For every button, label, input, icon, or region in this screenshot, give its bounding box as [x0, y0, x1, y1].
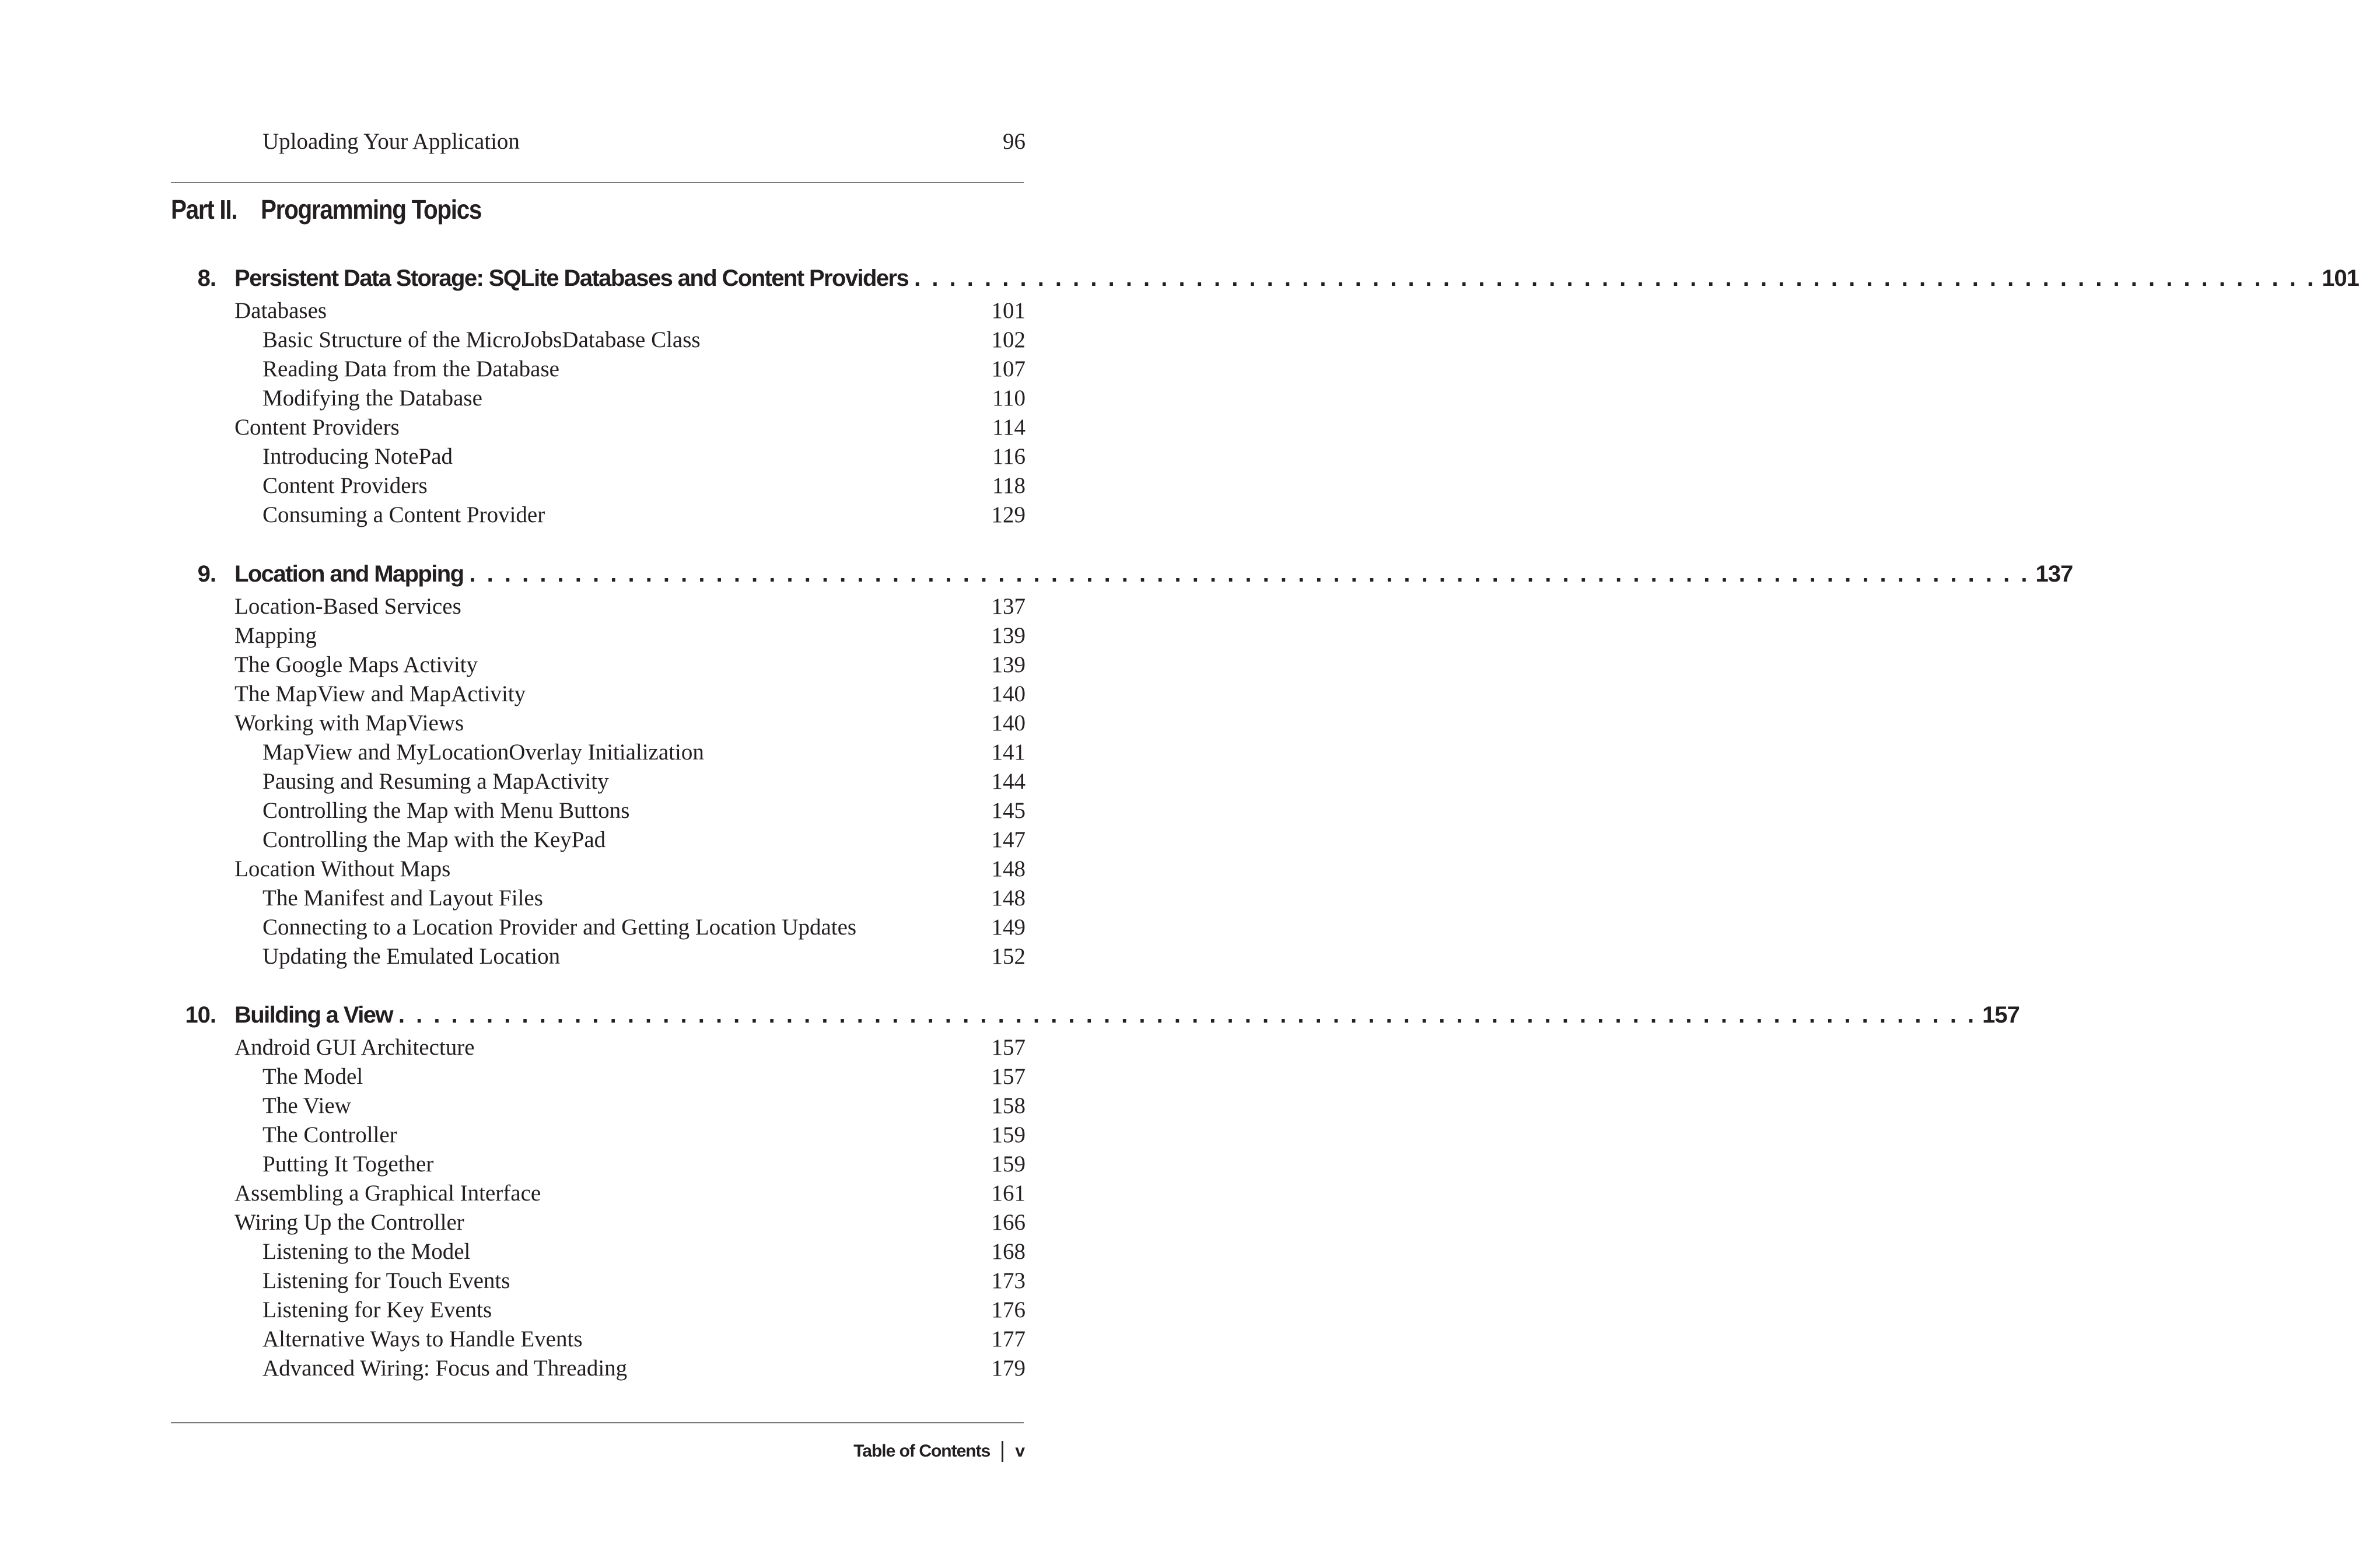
dot-leader: . . . . . . . . . . . . . . . . . . . . . . . . . . . . . . . . . . . . . . . . . . . . . . . . . . . . . . . . . . . . . . . . . . . . . . . . . . . . . . . .: [914, 265, 2316, 291]
footer-label: Table of Contents: [853, 1441, 991, 1461]
toc-entry-title: Wiring Up the Controller: [235, 1210, 464, 1235]
toc-entry[interactable]: [0, 1122, 1195, 1151]
toc-entry-page: 147: [991, 827, 1026, 852]
toc-entry-page: 139: [991, 623, 1026, 648]
toc-entry[interactable]: [0, 1034, 1195, 1063]
toc-entry-page: 137: [991, 594, 1026, 619]
toc-entry-page: 157: [991, 1064, 1026, 1089]
toc-entry-title: Listening for Key Events: [262, 1297, 492, 1322]
toc-entry-title: Basic Structure of the MicroJobsDatabase Class: [262, 327, 701, 352]
toc-entry[interactable]: [0, 327, 1195, 356]
toc-entry-page: 159: [991, 1122, 1026, 1147]
toc-entry-title: Content Providers: [262, 473, 428, 498]
toc-entry-page: 144: [991, 769, 1026, 794]
toc-entry-page: 179: [991, 1356, 1026, 1381]
toc-entry-title: Controlling the Map with Menu Buttons: [262, 798, 630, 823]
toc-entry-page: 96: [1003, 129, 1026, 154]
toc-entry-title: Advanced Wiring: Focus and Threading: [262, 1356, 628, 1381]
toc-entry-title: Connecting to a Location Provider and Getting Location Updates: [262, 915, 857, 940]
toc-entry-page: 176: [991, 1297, 1026, 1322]
dot-leader: . . . . . . . . . . . . . . . . . . . . . . . . . . . . . . . . . . . . . . . . . . . . . . . . . . . . . . . . . . . . . . . . . . . . . . . . . . . . . . . . . . . . . . . . . .: [398, 1002, 1977, 1028]
toc-entry-title: Reading Data from the Database: [262, 356, 559, 382]
toc-entry[interactable]: [0, 797, 1195, 827]
toc-entry[interactable]: [0, 1238, 1195, 1268]
toc-entry-page: 140: [991, 710, 1026, 736]
toc-entry-title: MapView and MyLocationOverlay Initialization: [262, 740, 704, 765]
toc-entry-title: The MapView and MapActivity: [235, 681, 526, 706]
toc-entry-title: Working with MapViews: [235, 710, 464, 736]
toc-entry-title: Controlling the Map with the KeyPad: [262, 827, 606, 852]
toc-entry[interactable]: [0, 914, 1195, 943]
toc-entry-page: 102: [991, 327, 1026, 352]
toc-entry[interactable]: [0, 710, 1195, 739]
chapter-heading[interactable]: [169, 561, 2073, 594]
toc-entry-page: 168: [991, 1239, 1026, 1264]
toc-entry[interactable]: [0, 356, 1195, 385]
toc-entry-title: Location Without Maps: [235, 856, 451, 881]
chapter-page: 137: [2035, 561, 2073, 587]
chapter-title: Location and Mapping: [235, 561, 464, 587]
toc-entry[interactable]: [0, 414, 1195, 443]
toc-entry[interactable]: [0, 856, 1195, 885]
toc-entry[interactable]: [0, 768, 1195, 797]
toc-entry[interactable]: [0, 1180, 1195, 1209]
toc-entry-page: 173: [991, 1268, 1026, 1293]
toc-entry-page: 116: [992, 444, 1026, 469]
toc-entry-page: 157: [991, 1035, 1026, 1060]
toc-entry-title: Content Providers: [235, 415, 400, 440]
toc-entry-title: Introducing NotePad: [262, 444, 453, 469]
toc-entry-page: 148: [991, 856, 1026, 881]
toc-entry[interactable]: [0, 652, 1195, 681]
chapter-number: 9.: [197, 561, 216, 587]
chapter-number: 8.: [197, 265, 216, 291]
toc-entry-title: Updating the Emulated Location: [262, 944, 561, 969]
toc-entry-page: 161: [991, 1181, 1026, 1206]
chapter-title: Building a View: [235, 1002, 393, 1028]
toc-entry[interactable]: [0, 1297, 1195, 1326]
toc-entry[interactable]: [0, 1209, 1195, 1238]
toc-entry-page: 140: [991, 681, 1026, 706]
toc-entry[interactable]: [0, 681, 1195, 710]
toc-entry-page: 159: [991, 1152, 1026, 1177]
toc-entry-title: The View: [262, 1093, 351, 1118]
toc-entry-page: 149: [991, 915, 1026, 940]
toc-entry[interactable]: [0, 1326, 1195, 1355]
toc-entry-page: 139: [991, 652, 1026, 677]
toc-entry[interactable]: [0, 385, 1195, 414]
chapter-page: 101: [2322, 265, 2359, 291]
toc-entry-title: Consuming a Content Provider: [262, 502, 545, 527]
toc-entry-title: Databases: [235, 298, 327, 323]
toc-entry-page: 145: [991, 798, 1026, 823]
divider-bottom: [171, 1422, 1024, 1423]
toc-entry-title: Modifying the Database: [262, 386, 482, 411]
toc-entry[interactable]: [0, 1151, 1195, 1180]
toc-entry-title: Location-Based Services: [235, 594, 461, 619]
toc-entry[interactable]: [0, 943, 1195, 972]
toc-entry-title: Listening to the Model: [262, 1239, 471, 1264]
toc-entry-title: Assembling a Graphical Interface: [235, 1181, 541, 1206]
footer-separator: [1002, 1441, 1003, 1462]
part-label: Part II.: [171, 194, 237, 225]
toc-entry-title: Listening for Touch Events: [262, 1268, 510, 1293]
part-title: Programming Topics: [261, 194, 482, 225]
toc-entry[interactable]: [0, 1093, 1195, 1122]
toc-entry-page: 129: [991, 502, 1026, 527]
toc-entry-page: 177: [991, 1326, 1026, 1352]
toc-entry-title: The Controller: [262, 1122, 397, 1147]
chapter-heading[interactable]: [169, 1002, 2020, 1035]
toc-entry-title: Android GUI Architecture: [235, 1035, 475, 1060]
chapter-page: 157: [1982, 1002, 2020, 1028]
toc-entry-page: 148: [991, 886, 1026, 911]
toc-entry[interactable]: [0, 885, 1195, 914]
toc-entry-page: 101: [991, 298, 1026, 323]
toc-entry[interactable]: [0, 502, 1195, 531]
toc-entry-page: 110: [992, 386, 1026, 411]
toc-entry-page: 118: [992, 473, 1026, 498]
toc-entry-title: Mapping: [235, 623, 317, 648]
toc-entry[interactable]: [0, 1063, 1195, 1093]
toc-entry-title: Putting It Together: [262, 1152, 434, 1177]
dot-leader: . . . . . . . . . . . . . . . . . . . . . . . . . . . . . . . . . . . . . . . . . . . . . . . . . . . . . . . . . . . . . . . . . . . . . . . . . . . . . . . . . . . . . . . . .: [469, 561, 2030, 587]
part-heading: [171, 194, 481, 225]
chapter-title: Persistent Data Storage: SQLite Databases and Content Providers: [235, 265, 909, 291]
toc-entry-title: Pausing and Resuming a MapActivity: [262, 769, 609, 794]
toc-entry[interactable]: [0, 443, 1195, 473]
toc-entry[interactable]: [0, 1268, 1195, 1297]
chapter-heading[interactable]: [169, 265, 2359, 298]
toc-entry-title: The Google Maps Activity: [235, 652, 478, 677]
toc-entry[interactable]: [0, 128, 1195, 158]
toc-entry[interactable]: [0, 473, 1195, 502]
toc-entry-title: Uploading Your Application: [262, 129, 520, 154]
toc-entry-page: 141: [991, 740, 1026, 765]
chapter-number: 10.: [185, 1002, 216, 1028]
toc-entry[interactable]: [0, 739, 1195, 768]
toc-entry[interactable]: [0, 593, 1195, 622]
toc-entry-title: The Model: [262, 1064, 363, 1089]
toc-entry-page: 107: [991, 356, 1026, 382]
toc-entry-page: 166: [991, 1210, 1026, 1235]
page-footer: [853, 1441, 1024, 1462]
toc-entry-title: The Manifest and Layout Files: [262, 886, 543, 911]
toc-entry-page: 152: [991, 944, 1026, 969]
toc-entry-page: 114: [992, 415, 1026, 440]
toc-entry[interactable]: [0, 827, 1195, 856]
toc-entry-page: 158: [991, 1093, 1026, 1118]
toc-entry[interactable]: [0, 622, 1195, 652]
toc-entry[interactable]: [0, 298, 1195, 327]
toc-entry-title: Alternative Ways to Handle Events: [262, 1326, 583, 1352]
divider-top: [171, 182, 1024, 183]
footer-page-number: v: [1015, 1441, 1024, 1461]
toc-entry[interactable]: [0, 1355, 1195, 1384]
